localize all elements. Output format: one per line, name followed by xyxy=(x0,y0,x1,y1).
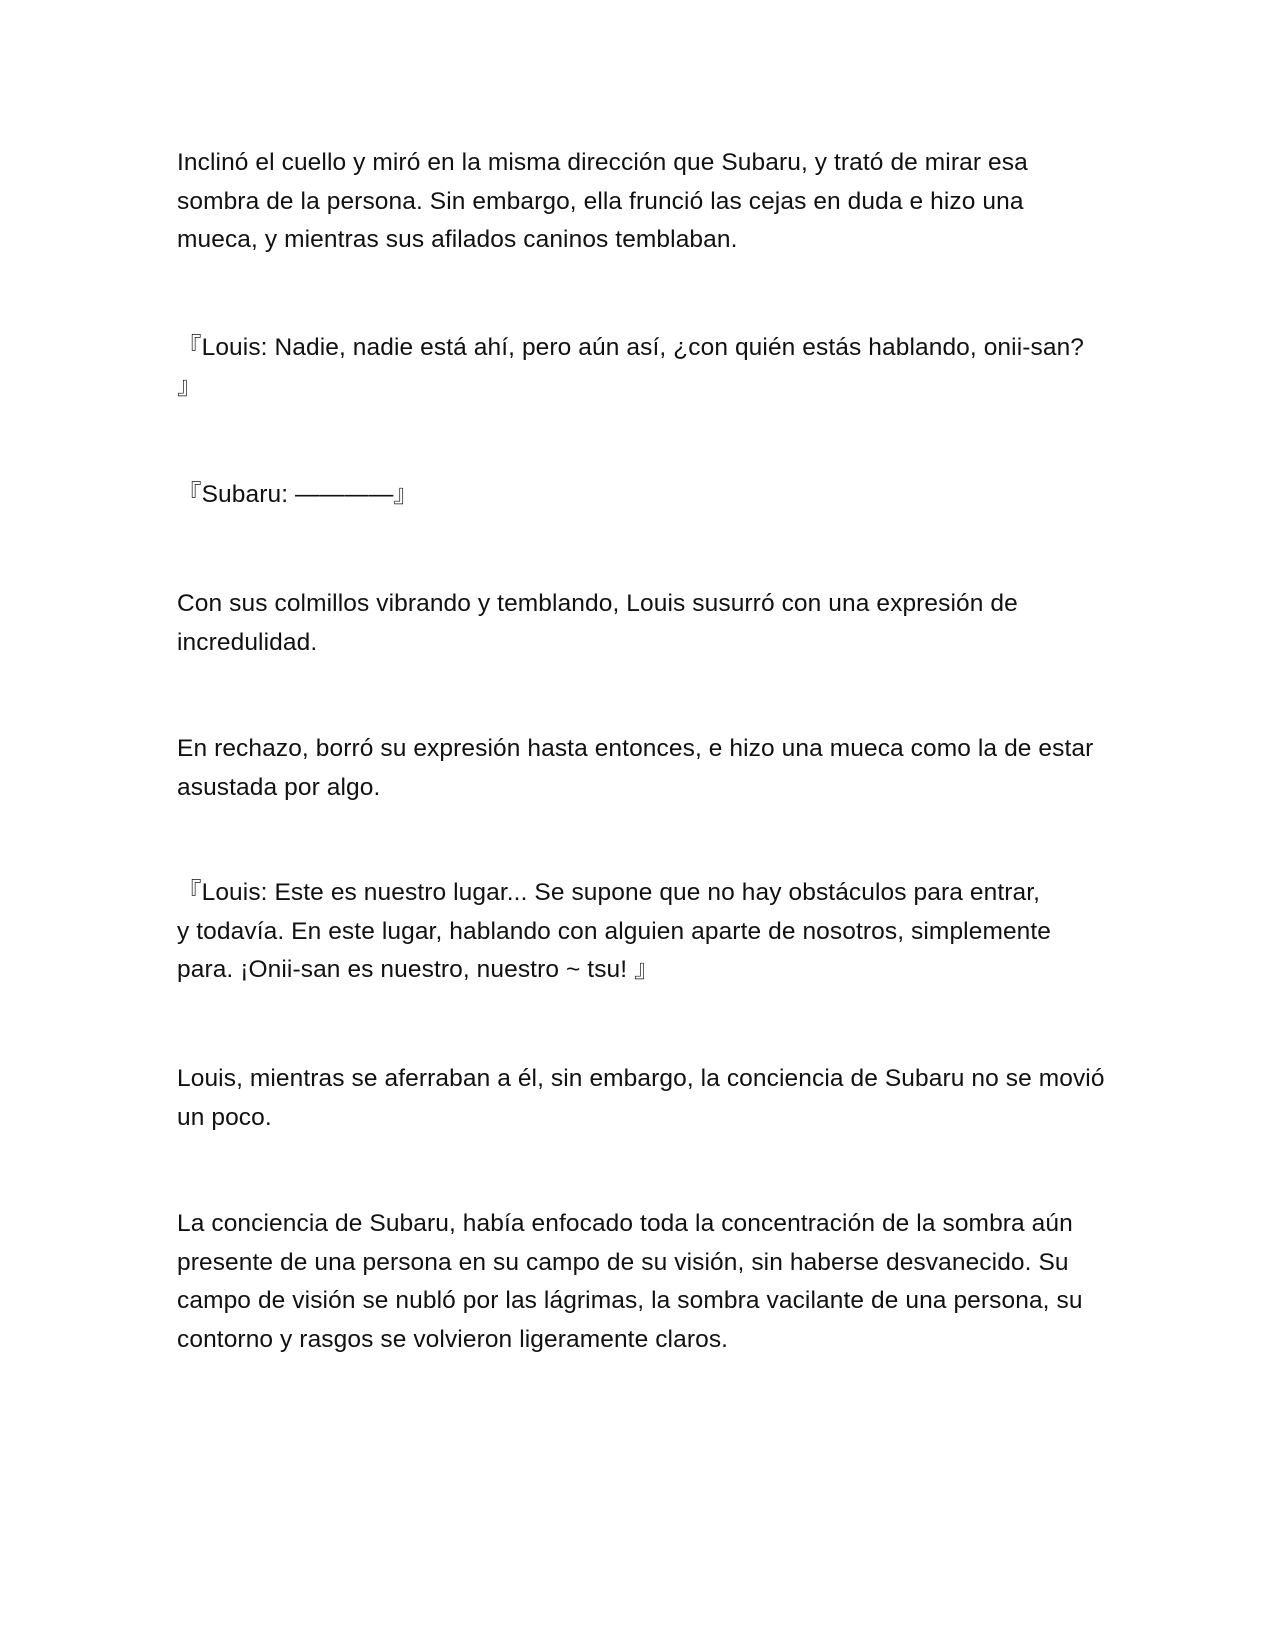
paragraph-narration-5: La conciencia de Subaru, había enfocado toda la concentración de la sombra aún presente de una persona en su campo de su visión, sin haberse desvanecido. Su campo de visión se nubló por las lágrimas, la sombra vacilante de una persona, su contorno y rasgos se volvieron ligeramente claros. xyxy=(177,1210,1083,1353)
paragraph-dialogue-louis-1: 『Louis: Nadie, nadie está ahí, pero aún así, ¿con quién estás hablando, onii-san? 』 xyxy=(177,334,1085,400)
paragraph-narration-1: Inclinó el cuello y miró en la misma dirección que Subaru, y trató de mirar esa sombra de la persona. Sin embargo, ella frunció las cejas en duda e hizo una mueca, y mientras sus afilados caninos temblaban. xyxy=(177,149,1028,254)
paragraph-dialogue-subaru: 『Subaru: ————』 xyxy=(177,481,419,508)
paragraph-narration-4: Louis, mientras se aferraban a él, sin embargo, la conciencia de Subaru no se movió un poco. xyxy=(177,1065,1105,1131)
paragraph-narration-2: Con sus colmillos vibrando y temblando, Louis susurró con una expresión de incredulidad. xyxy=(177,590,1018,656)
paragraph-dialogue-louis-2: 『Louis: Este es nuestro lugar... Se supone que no hay obstáculos para entrar, y todavía. En este lugar, hablando con alguien aparte de nosotros, simplemente para. ¡Onii-san es nuestro, nuestro ~ tsu! 』 xyxy=(177,879,1052,984)
paragraph-narration-3: En rechazo, borró su expresión hasta entonces, e hizo una mueca como la de estar asustada por algo. xyxy=(177,735,1094,801)
